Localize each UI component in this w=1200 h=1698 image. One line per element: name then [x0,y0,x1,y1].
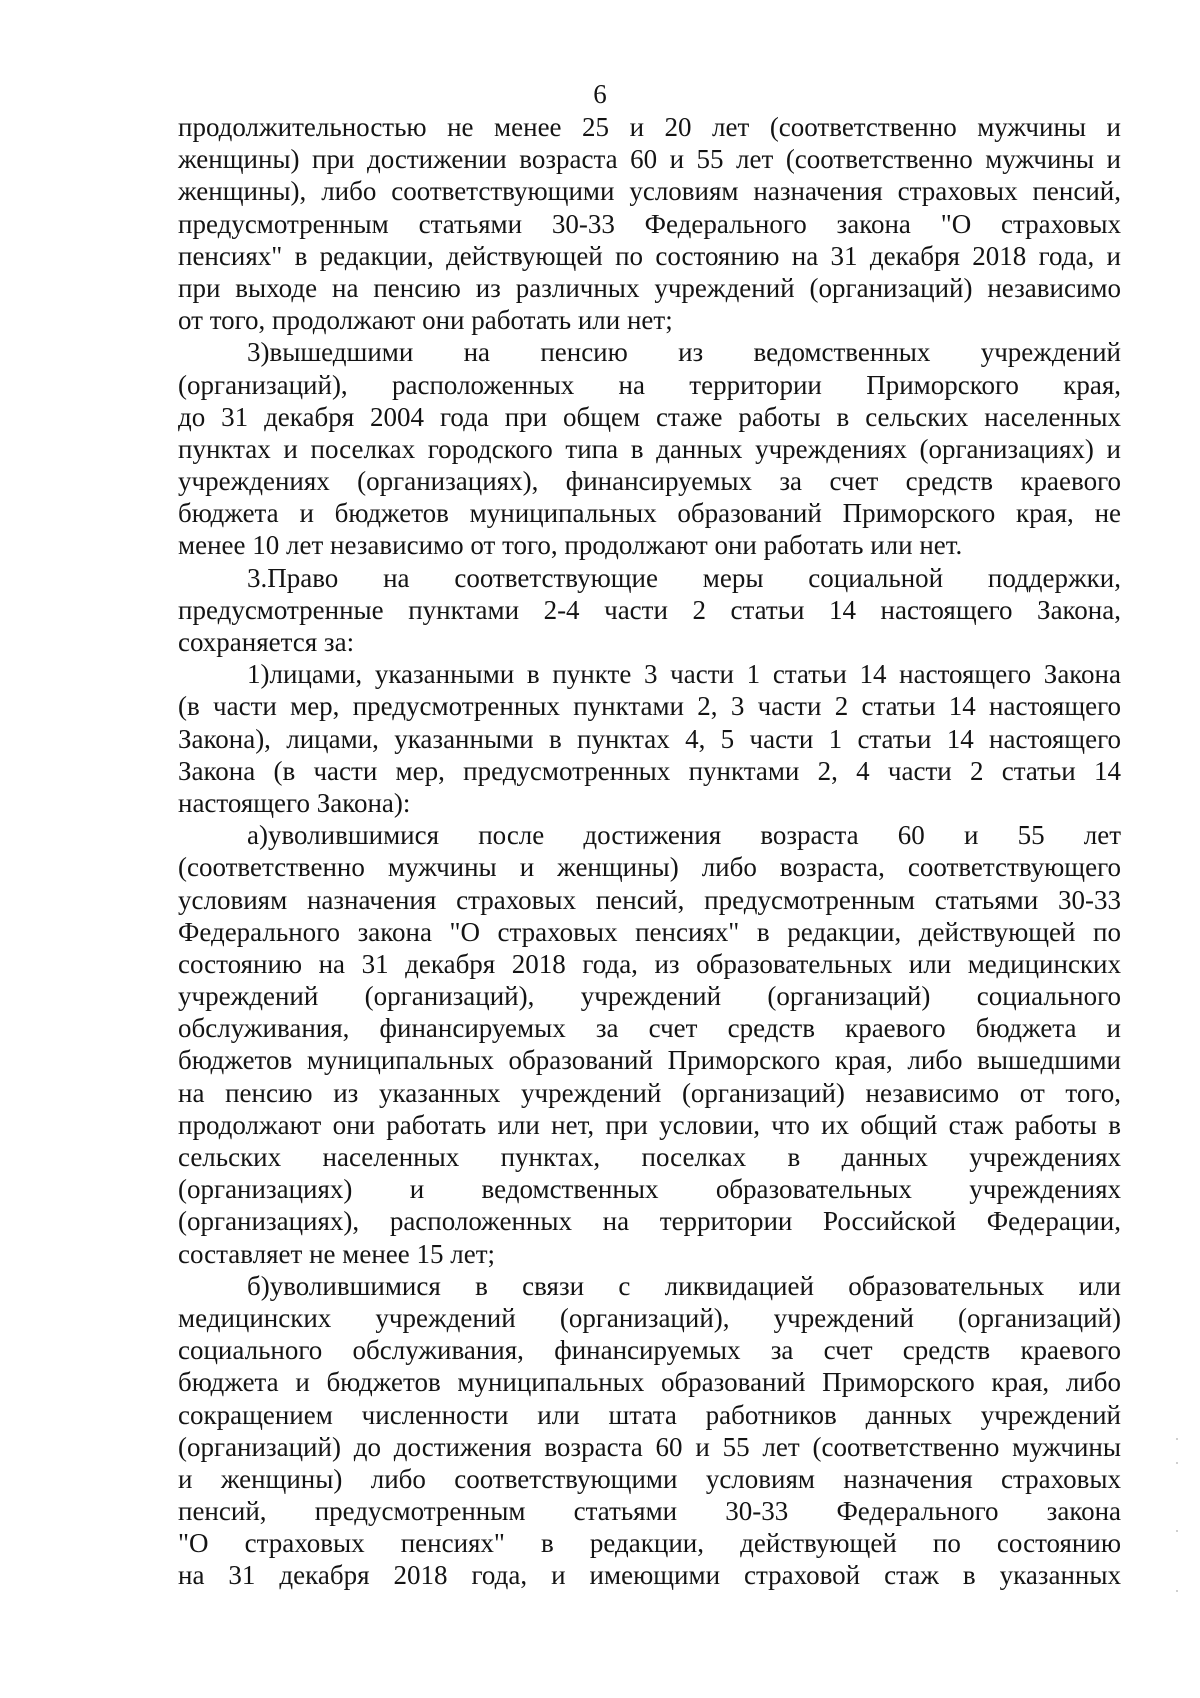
document-body-text [178,111,1121,1592]
text-line: а)уволившимися после достижения возраста 60 и 55 лет [247,820,1121,851]
text-line: (организациях) и ведомственных образовательных учреждениях [178,1174,1121,1205]
text-line: "О страховых пенсиях" в редакции, действующей по состоянию [178,1528,1121,1559]
scan-artifact [1176,1590,1178,1592]
text-line: на пенсию из указанных учреждений (организаций) независимо от того, [178,1077,1121,1108]
text-line: сельских населенных пунктах, поселках в данных учреждениях [178,1142,1121,1172]
scan-artifact [1176,1438,1178,1440]
text-line: пенсий, предусмотренным статьями 30-33 Федерального закона [178,1496,1121,1527]
text-line: 1)лицами, указанными в пункте 3 части 1 статьи 14 настоящего Закона [247,659,1121,690]
text-line: (организаций), расположенных на территории Приморского края, [178,369,1121,400]
text-line: 3.Право на соответствующие меры социальной поддержки, [247,562,1121,593]
text-line: условиям назначения страховых пенсий, предусмотренным статьями 30-33 [178,884,1121,915]
text-line: от того, продолжают они работать или нет; [178,305,673,336]
text-line: предусмотренные пунктами 2-4 части 2 статьи 14 настоящего Закона, [178,594,1121,625]
text-line: (в части мер, предусмотренных пунктами 2, 3 части 2 статьи 14 настоящего [178,691,1121,722]
text-line: настоящего Закона): [178,787,411,818]
text-line: пенсиях" в редакции, действующей по состоянию на 31 декабря 2018 года, и [178,240,1121,271]
text-line: сокращением численности или штата работников данных учреждений [178,1399,1121,1430]
text-line: сохраняется за: [178,627,355,657]
text-line: учреждениях (организациях), финансируемых за счет средств краевого [178,466,1121,497]
text-line: медицинских учреждений (организаций), учреждений (организаций) [178,1302,1121,1333]
text-line: учреждений (организаций), учреждений (организаций) социального [178,981,1121,1012]
text-line: до 31 декабря 2004 года при общем стаже работы в сельских населенных [178,401,1121,432]
text-line: бюджета и бюджетов муниципальных образований Приморского края, либо [178,1367,1121,1398]
text-line: (организаций) до достижения возраста 60 и 55 лет (соответственно мужчины [178,1431,1121,1462]
text-line: социального обслуживания, финансируемых за счет средств краевого [178,1335,1121,1366]
text-line: состоянию на 31 декабря 2018 года, из образовательных или медицинских [178,948,1121,979]
text-line: продолжительностью не менее 25 и 20 лет (соответственно мужчины и [178,112,1121,142]
text-line: 3)вышедшими на пенсию из ведомственных учреждений [247,337,1121,368]
text-line: менее 10 лет независимо от того, продолжают они работать или нет. [178,530,963,561]
text-line: на 31 декабря 2018 года, и имеющими страховой стаж в указанных [178,1560,1121,1591]
text-line: бюджетов муниципальных образований Приморского края, либо вышедшими [178,1045,1121,1076]
scan-artifact [1176,1530,1178,1532]
text-line: пунктах и поселках городского типа в данных учреждениях (организациях) и [178,433,1121,464]
text-line: б)уволившимися в связи с ликвидацией образовательных или [247,1270,1121,1301]
text-line: женщины) при достижении возраста 60 и 55 лет (соответственно мужчины и [178,144,1121,175]
page-number: 6 [593,79,607,109]
text-line: при выходе на пенсию из различных учреждений (организаций) независимо [178,272,1121,303]
text-line: (соответственно мужчины и женщины) либо возраста, соответствующего [178,852,1121,883]
text-line: (организациях), расположенных на территории Российской Федерации, [178,1206,1121,1237]
scan-artifact [1176,1462,1178,1464]
text-line: Закона), лицами, указанными в пунктах 4, 5 части 1 статьи 14 настоящего [178,723,1121,754]
text-line: предусмотренным статьями 30-33 Федерального закона "О страховых [178,208,1121,239]
text-line: составляет не менее 15 лет; [178,1238,495,1269]
text-line: женщины), либо соответствующими условиям назначения страховых пенсий, [178,176,1121,207]
text-line: бюджета и бюджетов муниципальных образований Приморского края, не [178,498,1121,529]
text-line: обслуживания, финансируемых за счет средств краевого бюджета и [178,1013,1121,1044]
text-line: и женщины) либо соответствующими условиям назначения страховых [178,1463,1121,1494]
text-line: продолжают они работать или нет, при условии, что их общий стаж работы в [178,1109,1121,1140]
text-line: Закона (в части мер, предусмотренных пунктами 2, 4 части 2 статьи 14 [178,755,1121,786]
text-line: Федерального закона "О страховых пенсиях" в редакции, действующей по [178,916,1121,947]
